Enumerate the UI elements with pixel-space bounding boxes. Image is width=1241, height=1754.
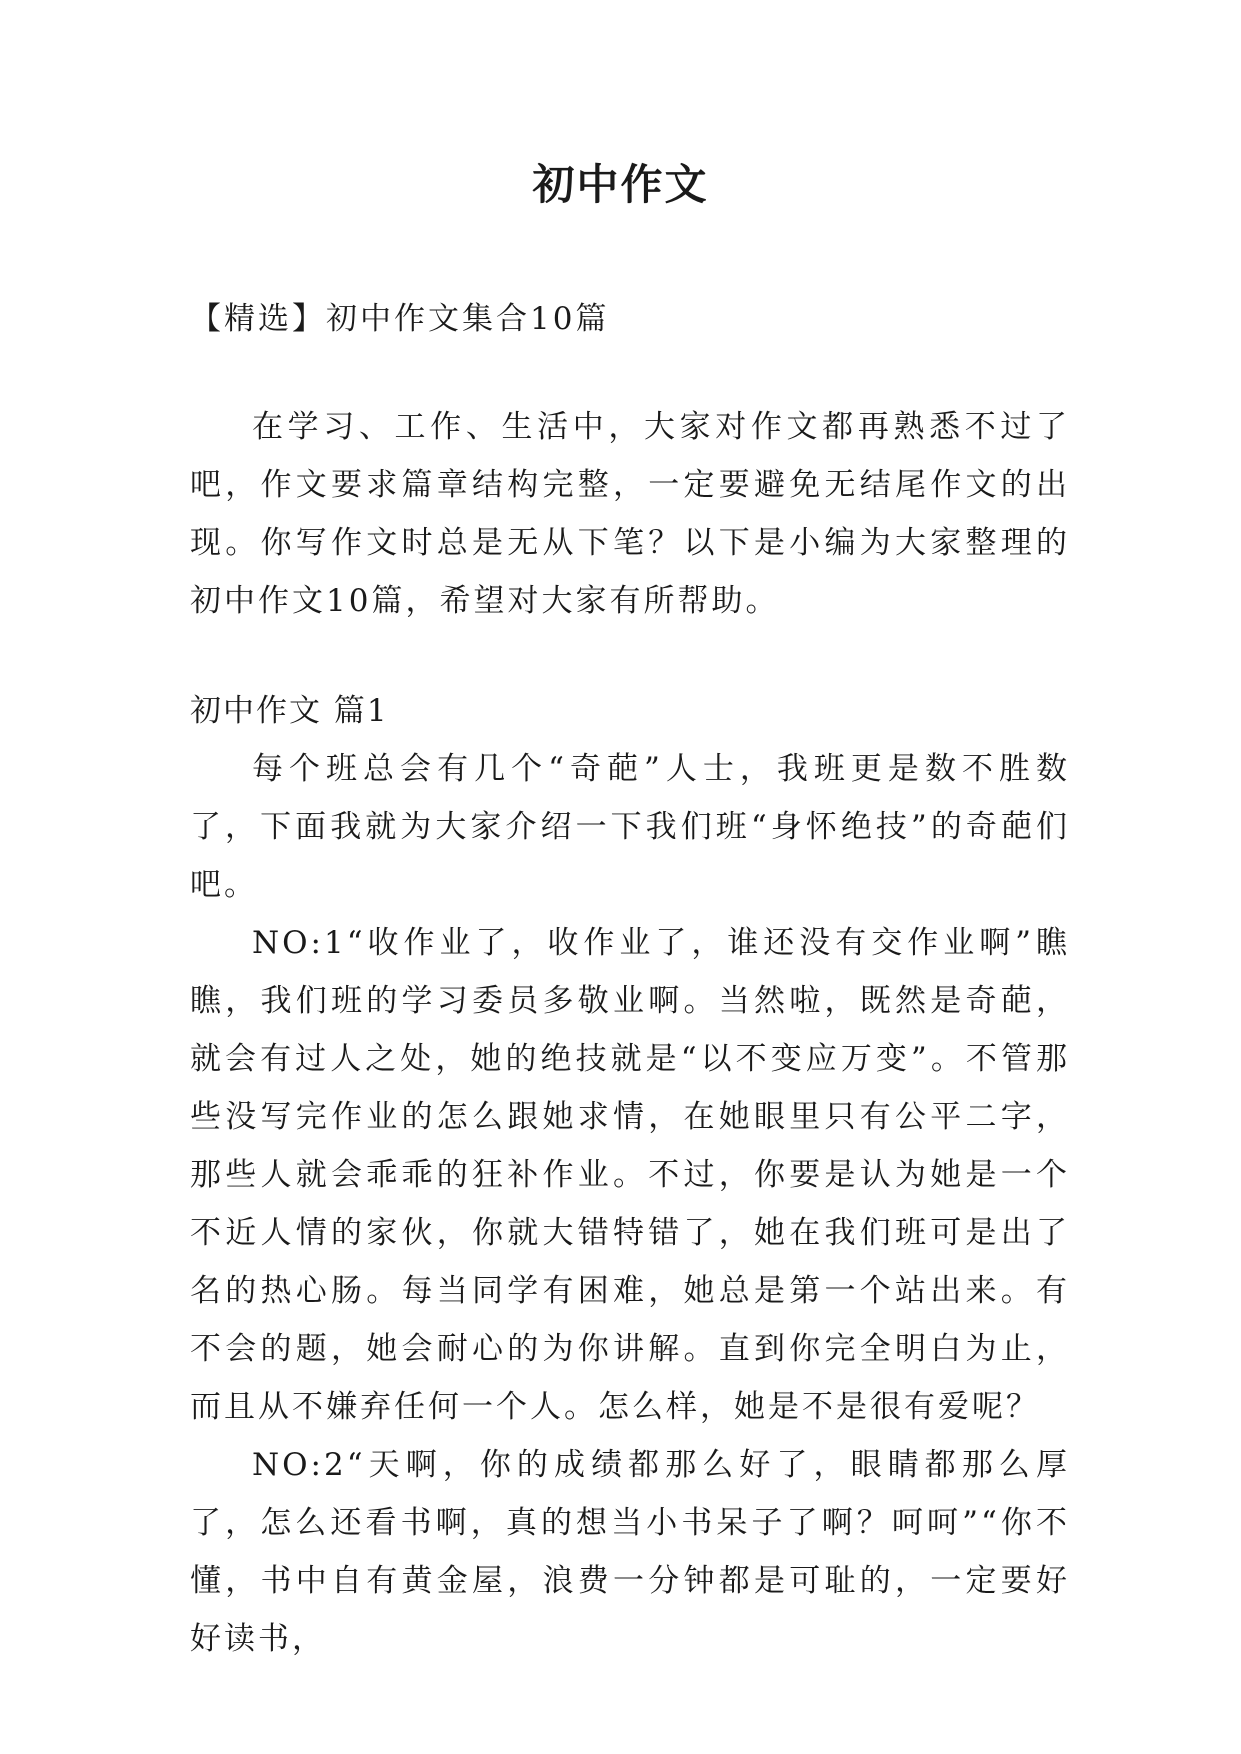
document-subtitle: 【精选】初中作文集合10篇 [190, 301, 610, 337]
body-paragraph: 每个班总会有几个“奇葩”人士，我班更是数不胜数了，下面我就为大家介绍一下我们班“身怀绝技”的奇葩们吧。 [190, 751, 1070, 903]
section-heading: 初中作文 篇1 [190, 693, 389, 729]
document-body [190, 290, 1070, 1668]
document-title: 初中作文 [532, 160, 709, 209]
essay-section [190, 682, 1070, 1668]
intro-paragraph: 在学习、工作、生活中，大家对作文都再熟悉不过了吧，作文要求篇章结构完整，一定要避免无结尾作文的出现。你写作文时总是无从下笔？以下是小编为大家整理的初中作文10篇，希望对大家有所帮助。 [190, 409, 1070, 619]
body-paragraph: NO:1“收作业了，收作业了，谁还没有交作业啊”瞧瞧，我们班的学习委员多敬业啊。当然啦，既然是奇葩，就会有过人之处，她的绝技就是“以不变应万变”。不管那些没写完作业的怎么跟她求情，在她眼里只有公平二字，那些人就会乖乖的狂补作业。不过，你要是认为她是一个不近人情的家伙，你就大错特错了，她在我们班可是出了名的热心肠。每当同学有困难，她总是第一个站出来。有不会的题，她会耐心的为你讲解。直到你完全明白为止，而且从不嫌弃任何一个人。怎么样，她是不是很有爱呢？ [190, 925, 1070, 1425]
body-paragraph: NO:2“天啊，你的成绩都那么好了，眼睛都那么厚了，怎么还看书啊，真的想当小书呆子了啊？呵呵”“你不懂，书中自有黄金屋，浪费一分钟都是可耻的，一定要好好读书， [190, 1447, 1070, 1657]
